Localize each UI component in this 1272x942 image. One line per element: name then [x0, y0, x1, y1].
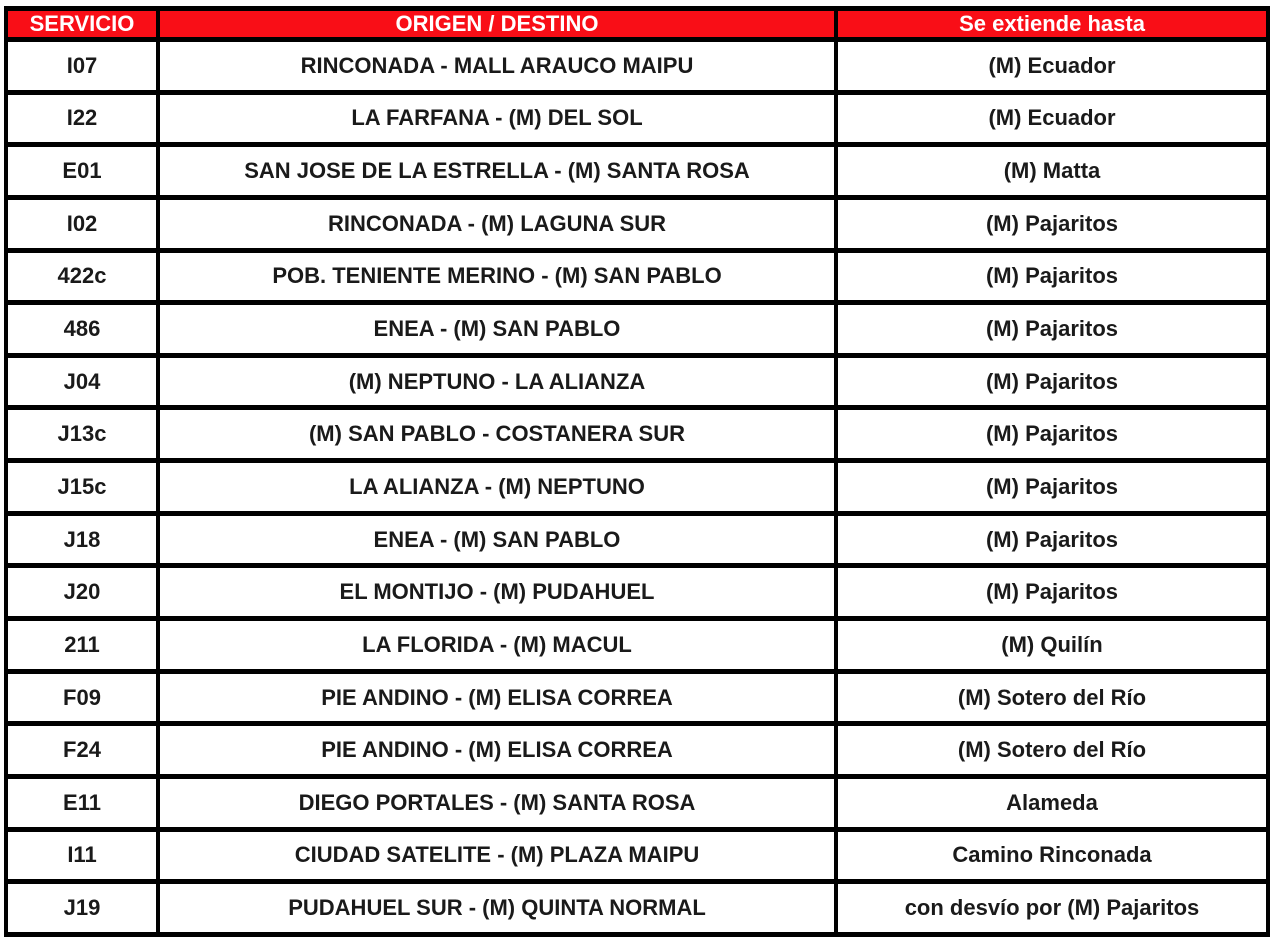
cell-se-extiende-hasta: (M) Pajaritos	[836, 461, 1268, 514]
cell-servicio: E11	[6, 776, 158, 829]
cell-origen-destino: (M) SAN PABLO - COSTANERA SUR	[158, 408, 836, 461]
cell-se-extiende-hasta: (M) Sotero del Río	[836, 724, 1268, 777]
cell-origen-destino: PIE ANDINO - (M) ELISA CORREA	[158, 724, 836, 777]
table-row	[6, 882, 1268, 935]
table-row	[6, 724, 1268, 777]
cell-origen-destino: ENEA - (M) SAN PABLO	[158, 513, 836, 566]
cell-servicio: J04	[6, 355, 158, 408]
cell-origen-destino: LA FLORIDA - (M) MACUL	[158, 619, 836, 672]
cell-se-extiende-hasta: (M) Sotero del Río	[836, 671, 1268, 724]
header-cell-se-extiende-hasta: Se extiende hasta	[836, 9, 1268, 40]
cell-servicio: F09	[6, 671, 158, 724]
cell-servicio: I02	[6, 197, 158, 250]
cell-servicio: I11	[6, 829, 158, 882]
cell-se-extiende-hasta: (M) Pajaritos	[836, 355, 1268, 408]
table-row	[6, 671, 1268, 724]
cell-servicio: J15c	[6, 461, 158, 514]
cell-se-extiende-hasta: (M) Pajaritos	[836, 566, 1268, 619]
table-header-row	[6, 9, 1268, 40]
cell-se-extiende-hasta: Camino Rinconada	[836, 829, 1268, 882]
cell-se-extiende-hasta: (M) Ecuador	[836, 92, 1268, 145]
services-table	[4, 6, 1270, 937]
cell-se-extiende-hasta: (M) Matta	[836, 145, 1268, 198]
cell-se-extiende-hasta: (M) Pajaritos	[836, 408, 1268, 461]
header-cell-servicio: SERVICIO	[6, 9, 158, 40]
cell-origen-destino: EL MONTIJO - (M) PUDAHUEL	[158, 566, 836, 619]
cell-origen-destino: SAN JOSE DE LA ESTRELLA - (M) SANTA ROSA	[158, 145, 836, 198]
cell-origen-destino: PIE ANDINO - (M) ELISA CORREA	[158, 671, 836, 724]
cell-se-extiende-hasta: (M) Pajaritos	[836, 303, 1268, 356]
cell-origen-destino: LA FARFANA - (M) DEL SOL	[158, 92, 836, 145]
cell-origen-destino: RINCONADA - MALL ARAUCO MAIPU	[158, 40, 836, 93]
table-row	[6, 776, 1268, 829]
table-row	[6, 355, 1268, 408]
table-row	[6, 619, 1268, 672]
table-row	[6, 566, 1268, 619]
table-row	[6, 250, 1268, 303]
cell-servicio: J13c	[6, 408, 158, 461]
table-row	[6, 513, 1268, 566]
header-cell-origen-destino: ORIGEN / DESTINO	[158, 9, 836, 40]
table-row	[6, 303, 1268, 356]
table-row	[6, 92, 1268, 145]
cell-servicio: 211	[6, 619, 158, 672]
table-row	[6, 461, 1268, 514]
cell-servicio: J18	[6, 513, 158, 566]
cell-se-extiende-hasta: (M) Pajaritos	[836, 513, 1268, 566]
cell-se-extiende-hasta: (M) Ecuador	[836, 40, 1268, 93]
cell-origen-destino: DIEGO PORTALES - (M) SANTA ROSA	[158, 776, 836, 829]
cell-servicio: J19	[6, 882, 158, 935]
cell-se-extiende-hasta: (M) Pajaritos	[836, 197, 1268, 250]
table-row	[6, 197, 1268, 250]
cell-origen-destino: (M) NEPTUNO - LA ALIANZA	[158, 355, 836, 408]
cell-origen-destino: POB. TENIENTE MERINO - (M) SAN PABLO	[158, 250, 836, 303]
cell-origen-destino: LA ALIANZA - (M) NEPTUNO	[158, 461, 836, 514]
services-table-container	[4, 6, 1267, 937]
cell-servicio: E01	[6, 145, 158, 198]
cell-servicio: I22	[6, 92, 158, 145]
cell-servicio: 486	[6, 303, 158, 356]
cell-servicio: F24	[6, 724, 158, 777]
cell-origen-destino: ENEA - (M) SAN PABLO	[158, 303, 836, 356]
cell-se-extiende-hasta: con desvío por (M) Pajaritos	[836, 882, 1268, 935]
cell-se-extiende-hasta: (M) Quilín	[836, 619, 1268, 672]
cell-se-extiende-hasta: Alameda	[836, 776, 1268, 829]
table-body	[6, 40, 1268, 935]
cell-servicio: I07	[6, 40, 158, 93]
cell-origen-destino: RINCONADA - (M) LAGUNA SUR	[158, 197, 836, 250]
cell-se-extiende-hasta: (M) Pajaritos	[836, 250, 1268, 303]
table-row	[6, 829, 1268, 882]
cell-servicio: J20	[6, 566, 158, 619]
table-row	[6, 145, 1268, 198]
table-row	[6, 40, 1268, 93]
cell-origen-destino: CIUDAD SATELITE - (M) PLAZA MAIPU	[158, 829, 836, 882]
table-row	[6, 408, 1268, 461]
cell-servicio: 422c	[6, 250, 158, 303]
cell-origen-destino: PUDAHUEL SUR - (M) QUINTA NORMAL	[158, 882, 836, 935]
